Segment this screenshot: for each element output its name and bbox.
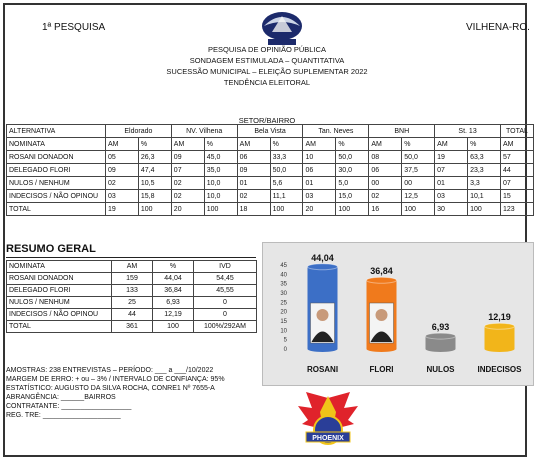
data-label: 44,04 <box>311 252 334 263</box>
phoenix-logo-text: PHOENIX <box>312 435 344 442</box>
cell: 20 <box>303 203 336 216</box>
candidate-face <box>317 309 329 321</box>
header-cell: AM <box>369 138 402 151</box>
cell: 19 <box>435 151 468 164</box>
header-cell: % <box>336 138 369 151</box>
note-line: MARGEM DE ERRO: + ou – 3% / INTERVALO DE CONFIANÇA: 95% <box>6 376 225 383</box>
table-row <box>7 190 534 203</box>
bar-cap <box>367 277 397 283</box>
y-tick-label: 30 <box>280 291 287 297</box>
cell: 19 <box>105 203 138 216</box>
table-row <box>7 285 257 297</box>
header-cell: Eldorado <box>105 125 171 138</box>
cell: 25 <box>112 297 153 309</box>
cell: 02 <box>237 190 270 203</box>
cell: 0 <box>194 297 257 309</box>
candidate-face <box>376 309 388 321</box>
cell: 07 <box>500 177 533 190</box>
header-cell: % <box>138 138 171 151</box>
bar-cap <box>308 264 338 270</box>
header-cell: % <box>204 138 237 151</box>
y-tick-label: 5 <box>283 337 287 344</box>
header-cell: AM <box>303 138 336 151</box>
cell: 133 <box>112 285 153 297</box>
cell: 12,19 <box>153 309 194 321</box>
y-tick-label: 0 <box>283 347 287 353</box>
header-cell: BNH <box>369 125 435 138</box>
cell: 35,0 <box>204 164 237 177</box>
cell: 15,0 <box>336 190 369 203</box>
category-label: FLORI <box>369 365 394 374</box>
row-label: TOTAL <box>7 321 112 333</box>
cell: 10,0 <box>204 177 237 190</box>
cell: 30 <box>435 203 468 216</box>
cell: 0 <box>194 309 257 321</box>
cell: 100%/292AM <box>194 321 257 333</box>
header-cell: ALTERNATIVA <box>7 125 106 138</box>
y-tick-label: 40 <box>280 272 287 279</box>
cell: 03 <box>303 190 336 203</box>
title-line: TENDÊNCIA ELEITORAL <box>223 78 311 87</box>
note-line: AMOSTRAS: 238 ENTREVISTAS – PERÍODO: ___ a ___/10/2022 <box>6 367 214 374</box>
cell: 123 <box>500 203 533 216</box>
category-label: INDECISOS <box>477 365 522 374</box>
cell: 6,93 <box>153 297 194 309</box>
cell: 15 <box>500 190 533 203</box>
cell: 361 <box>112 321 153 333</box>
row-label: TOTAL <box>7 203 106 216</box>
bar-chart <box>262 242 534 386</box>
header-cell: AM <box>500 138 533 151</box>
header-cell: AM <box>112 261 153 273</box>
y-tick-label: 15 <box>280 319 287 325</box>
cell: 57 <box>500 151 533 164</box>
table-row <box>7 297 257 309</box>
row-label: NULOS / NENHUM <box>7 297 112 309</box>
resumo-title: RESUMO GERAL <box>6 243 96 255</box>
cell: 05 <box>105 151 138 164</box>
cell: 20 <box>171 203 204 216</box>
title-line: SUCESSÃO MUNICIPAL – ELEIÇÃO SUPLEMENTAR 2022 <box>166 67 368 76</box>
cell: 100 <box>402 203 435 216</box>
cell: 06 <box>369 164 402 177</box>
bar-cap <box>485 323 515 329</box>
header-cell: Bela Vista <box>237 125 303 138</box>
divider <box>6 257 256 258</box>
bar-chart-svg <box>263 243 534 387</box>
cell: 44 <box>112 309 153 321</box>
note-line: REG. TRE: ____________________ <box>6 412 121 419</box>
header-cell: TOTAL <box>500 125 533 138</box>
cell: 44,04 <box>153 273 194 285</box>
row-label: DELEGADO FLORI <box>7 285 112 297</box>
header-cell: Tan. Neves <box>303 125 369 138</box>
cell: 23,3 <box>468 164 501 177</box>
setor-title: SETOR/BAIRRO <box>238 116 296 125</box>
header-cell: % <box>270 138 303 151</box>
cell: 01 <box>303 177 336 190</box>
cell: 01 <box>435 177 468 190</box>
y-tick-label: 35 <box>280 281 287 288</box>
row-label: INDECISOS / NÃO OPINOU <box>7 190 106 203</box>
cell: 02 <box>171 190 204 203</box>
cell: 03 <box>105 190 138 203</box>
table-row <box>7 309 257 321</box>
table-row <box>7 125 534 138</box>
cell: 12,5 <box>402 190 435 203</box>
row-label: INDECISOS / NÃO OPINOU <box>7 309 112 321</box>
bar-cap <box>426 333 456 339</box>
row-label: NULOS / NENHUM <box>7 177 106 190</box>
cell: 10,0 <box>204 190 237 203</box>
data-label: 36,84 <box>370 266 393 277</box>
category-label: NULOS <box>426 365 455 374</box>
header-cell: NV. Vilhena <box>171 125 237 138</box>
row-label: DELEGADO FLORI <box>7 164 106 177</box>
cell: 08 <box>369 151 402 164</box>
table-row <box>7 138 534 151</box>
table-row <box>7 203 534 216</box>
header-cell: AM <box>171 138 204 151</box>
cell: 5,6 <box>270 177 303 190</box>
cell: 47,4 <box>138 164 171 177</box>
cell: 50,0 <box>402 151 435 164</box>
cell: 06 <box>303 164 336 177</box>
cell: 45,55 <box>194 285 257 297</box>
header-cell: % <box>468 138 501 151</box>
cell: 44 <box>500 164 533 177</box>
header-cell: NOMINATA <box>7 138 106 151</box>
cell: 100 <box>270 203 303 216</box>
cell: 07 <box>435 164 468 177</box>
table-row <box>7 273 257 285</box>
cell: 54,45 <box>194 273 257 285</box>
cell: 02 <box>171 177 204 190</box>
cell: 100 <box>204 203 237 216</box>
cell: 07 <box>171 164 204 177</box>
data-label: 12,19 <box>488 312 511 323</box>
bar-base <box>367 346 397 352</box>
cell: 37,5 <box>402 164 435 177</box>
phoenix-logo <box>292 390 364 450</box>
cell: 100 <box>336 203 369 216</box>
cell: 09 <box>237 164 270 177</box>
note-line: ABRANGÊNCIA: ______BAIRROS <box>6 394 116 401</box>
bar-base <box>485 346 515 352</box>
report-titles <box>0 44 534 88</box>
cell: 10,5 <box>138 177 171 190</box>
bar-base <box>308 346 338 352</box>
cell: 100 <box>468 203 501 216</box>
cell: 00 <box>402 177 435 190</box>
row-label: ROSANI DONADON <box>7 151 106 164</box>
header-cell: IVD <box>194 261 257 273</box>
survey-number: 1ª PESQUISA <box>42 22 106 33</box>
cell: 100 <box>138 203 171 216</box>
bar-base <box>426 346 456 352</box>
cell: 50,0 <box>336 151 369 164</box>
y-tick-label: 25 <box>280 300 287 307</box>
header-cell: % <box>153 261 194 273</box>
cell: 00 <box>369 177 402 190</box>
cell: 11,1 <box>270 190 303 203</box>
data-label: 6,93 <box>431 322 450 333</box>
y-tick-label: 10 <box>280 328 287 335</box>
table-row <box>7 321 257 333</box>
cell: 33,3 <box>270 151 303 164</box>
cell: 02 <box>369 190 402 203</box>
y-tick-label: 20 <box>280 309 287 316</box>
cell: 26,3 <box>138 151 171 164</box>
table-row <box>7 164 534 177</box>
note-line: ESTATÍSTICO: AUGUSTO DA SILVA ROCHA, CONRE1 Nº 7655-A <box>6 385 215 392</box>
cell: 100 <box>153 321 194 333</box>
cell: 5,0 <box>336 177 369 190</box>
cell: 15,8 <box>138 190 171 203</box>
survey-notes <box>6 366 225 420</box>
title-line: PESQUISA DE OPINIÃO PÚBLICA <box>208 45 326 54</box>
cell: 30,0 <box>336 164 369 177</box>
cell: 02 <box>105 177 138 190</box>
cell: 36,84 <box>153 285 194 297</box>
cell: 01 <box>237 177 270 190</box>
cell: 50,0 <box>270 164 303 177</box>
cell: 45,0 <box>204 151 237 164</box>
title-line: SONDAGEM ESTIMULADA – QUANTITATIVA <box>189 56 345 65</box>
cell: 18 <box>237 203 270 216</box>
header-cell: AM <box>435 138 468 151</box>
cell: 16 <box>369 203 402 216</box>
cell: 159 <box>112 273 153 285</box>
cell: 09 <box>105 164 138 177</box>
cell: 03 <box>435 190 468 203</box>
cell: 09 <box>171 151 204 164</box>
category-label: ROSANI <box>306 365 339 374</box>
resumo-table <box>6 260 257 333</box>
cell: 63,3 <box>468 151 501 164</box>
y-tick-label: 45 <box>280 263 287 269</box>
header-cell: St. 13 <box>435 125 501 138</box>
cell: 10,1 <box>468 190 501 203</box>
cell: 10 <box>303 151 336 164</box>
table-row <box>7 151 534 164</box>
row-label: ROSANI DONADON <box>7 273 112 285</box>
header-cell: AM <box>237 138 270 151</box>
cell: 3,3 <box>468 177 501 190</box>
cell: 06 <box>237 151 270 164</box>
table-row <box>7 261 257 273</box>
table-row <box>7 177 534 190</box>
header-cell: AM <box>105 138 138 151</box>
bairros-table <box>6 124 534 216</box>
header-cell: NOMINATA <box>7 261 112 273</box>
header-cell: % <box>402 138 435 151</box>
city-label: VILHENA-RO. <box>466 22 530 33</box>
note-line: CONTRATANTE: __________________ <box>6 403 132 410</box>
